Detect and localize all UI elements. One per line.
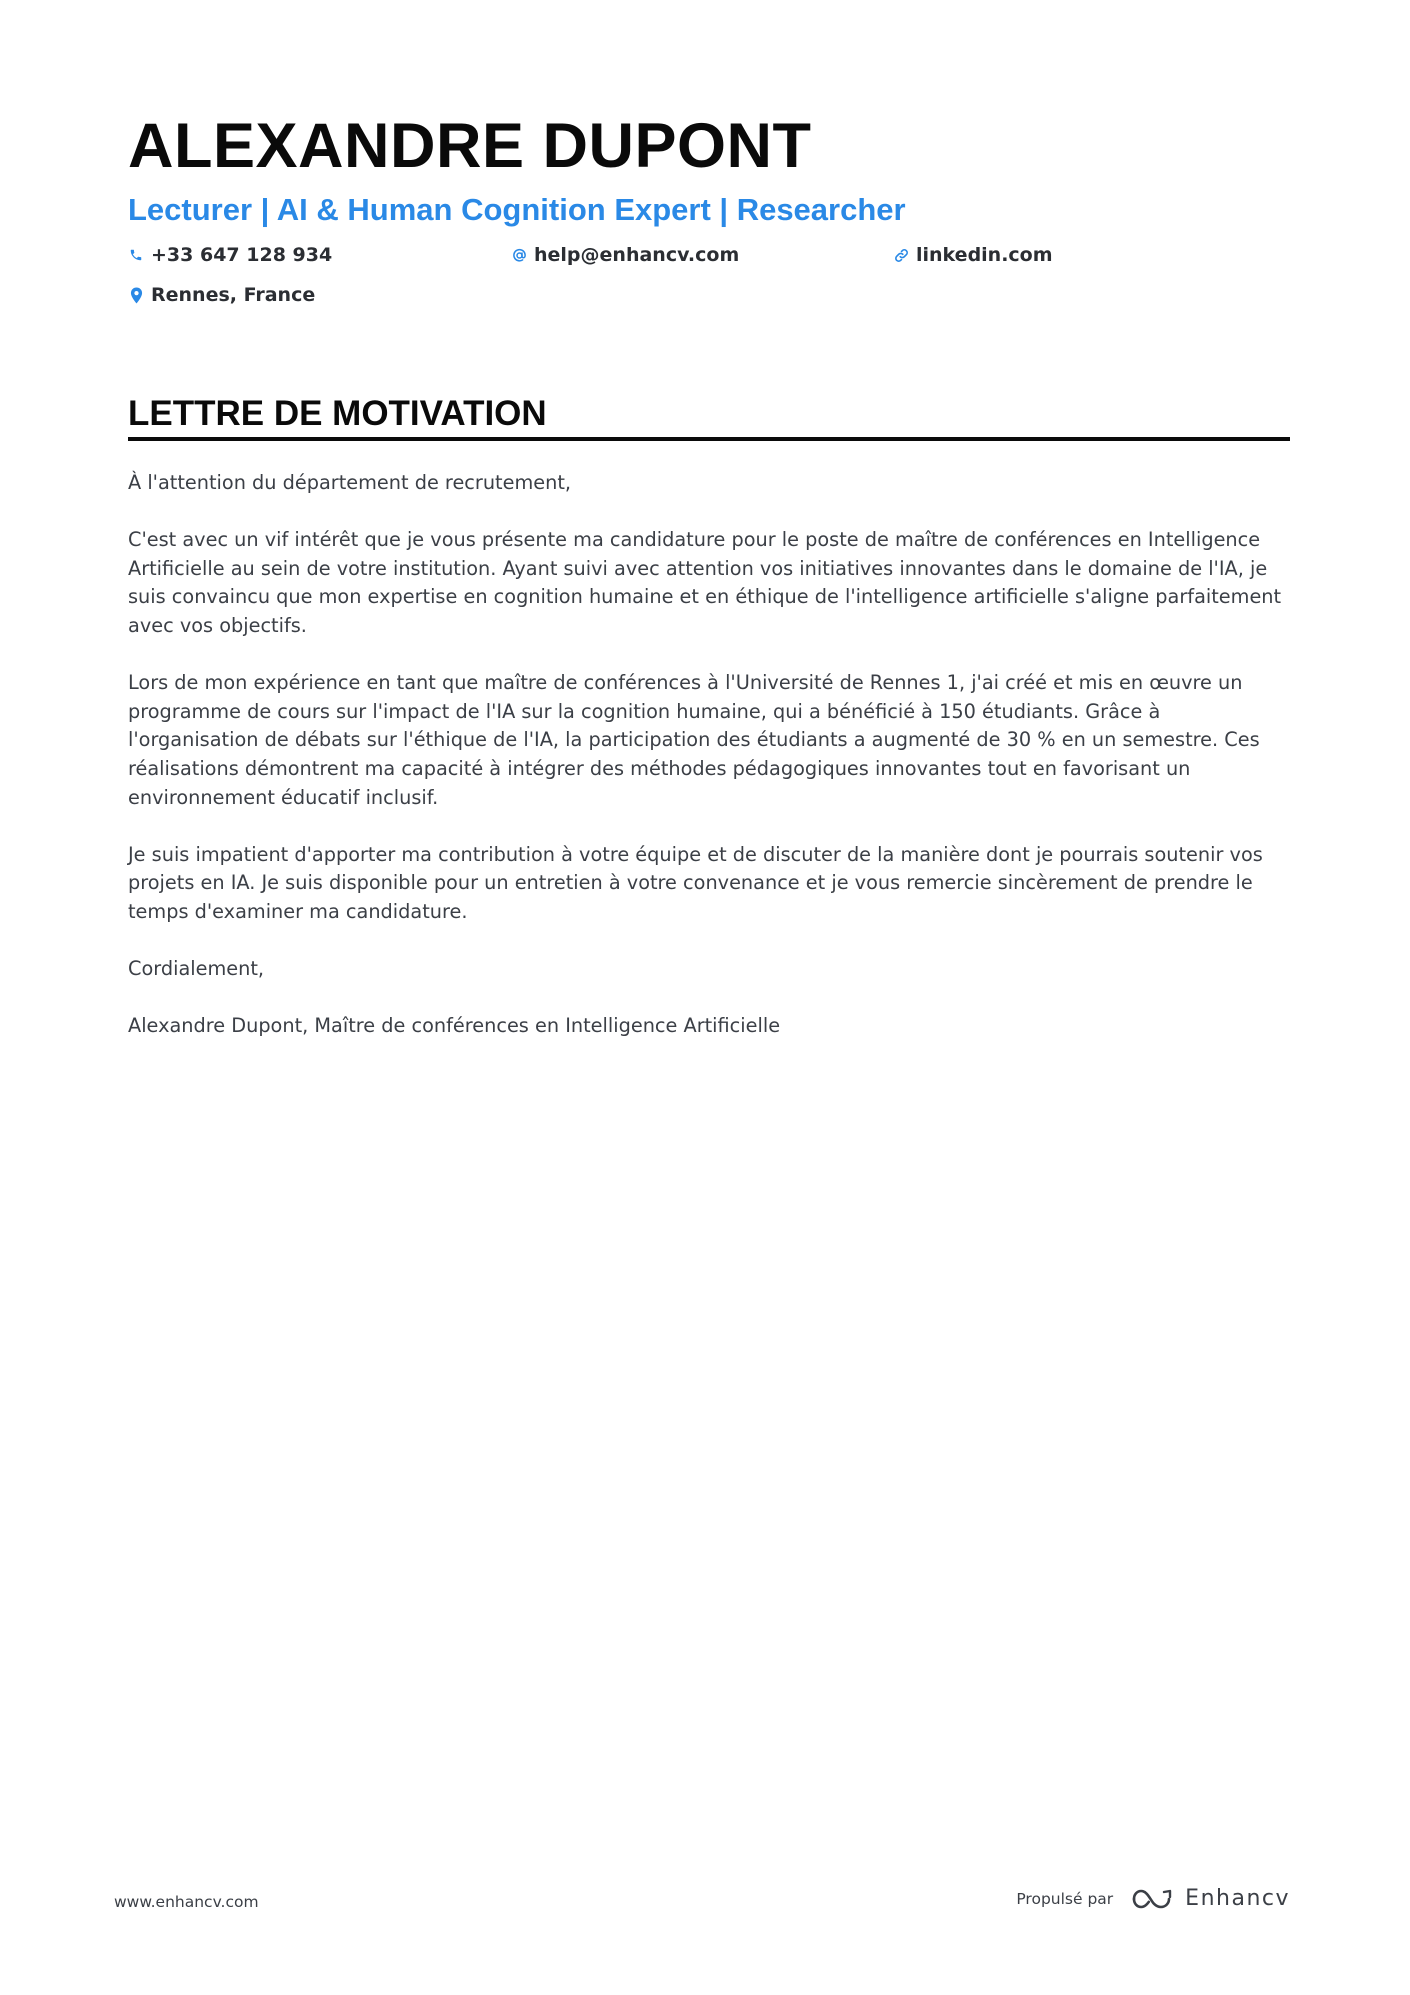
- contact-location-text: Rennes, France: [151, 284, 316, 306]
- candidate-name: ALEXANDRE DUPONT: [128, 111, 812, 181]
- enhancv-logo-icon[interactable]: [1131, 1886, 1290, 1911]
- letter-body: [128, 469, 1293, 1069]
- link-icon: [893, 246, 909, 264]
- candidate-headline: Lecturer | AI & Human Cognition Expert | Researcher: [128, 192, 906, 227]
- contact-email: [511, 242, 739, 268]
- contact-phone: [128, 242, 332, 268]
- letter-paragraph: Je suis impatient d'apporter ma contribution à votre équipe et de discuter de la manière dont je pourrais soutenir vos projets en IA. Je suis disponible pour un entretien à votre convenance et je vous remercie sincèrement de prendre le temps d'examiner ma candidature.: [128, 842, 1263, 923]
- letter-paragraph: C'est avec un vif intérêt que je vous présente ma candidature pour le poste de maître de conférences en Intelligence Artificielle au sein de votre institution. Ayant suivi avec attention vos initiatives innovantes dans le domaine de l'IA, je suis convaincu que mon expertise en cognition humaine et en éthique de l'intelligence artificielle s'aligne parfaitement avec vos objectifs.: [128, 528, 1282, 637]
- brand-name: Enhancv: [1185, 1886, 1290, 1911]
- contact-location: [128, 282, 315, 308]
- contact-linkedin: [893, 242, 1053, 268]
- at-icon: [511, 246, 527, 264]
- powered-by-label: Propulsé par: [1016, 1889, 1114, 1908]
- contact-phone-text: +33 647 128 934: [151, 244, 333, 266]
- section-divider: [128, 437, 1290, 441]
- contact-linkedin-text[interactable]: linkedin.com: [916, 244, 1053, 266]
- footer-url[interactable]: www.enhancv.com: [114, 1893, 259, 1911]
- letter-closing: Cordialement,: [128, 957, 265, 981]
- letter-salutation: À l'attention du département de recrutement,: [128, 471, 572, 494]
- letter-signature: Alexandre Dupont, Maître de conférences en Intelligence Artificielle: [128, 1014, 781, 1038]
- letter-paragraph: Lors de mon expérience en tant que maître de conférences à l'Université de Rennes 1, j'ai créé et mis en œuvre un programme de cours sur l'impact de l'IA sur la cognition humaine, qui a bénéficié à 150 étudiants. Grâce à l'organisation de débats sur l'éthique de l'IA, la participation des étudiants a augmenté de 30 % en un semestre. Ces réalisations démontrent ma capacité à intégrer des méthodes pédagogiques innovantes tout en favorisant un environnement éducatif inclusif.: [128, 671, 1260, 809]
- phone-icon: [128, 246, 144, 264]
- section-title: LETTRE DE MOTIVATION: [128, 394, 547, 433]
- location-pin-icon: [128, 286, 144, 304]
- footer-branding: [1016, 1886, 1290, 1911]
- contact-email-text[interactable]: help@enhancv.com: [534, 244, 740, 266]
